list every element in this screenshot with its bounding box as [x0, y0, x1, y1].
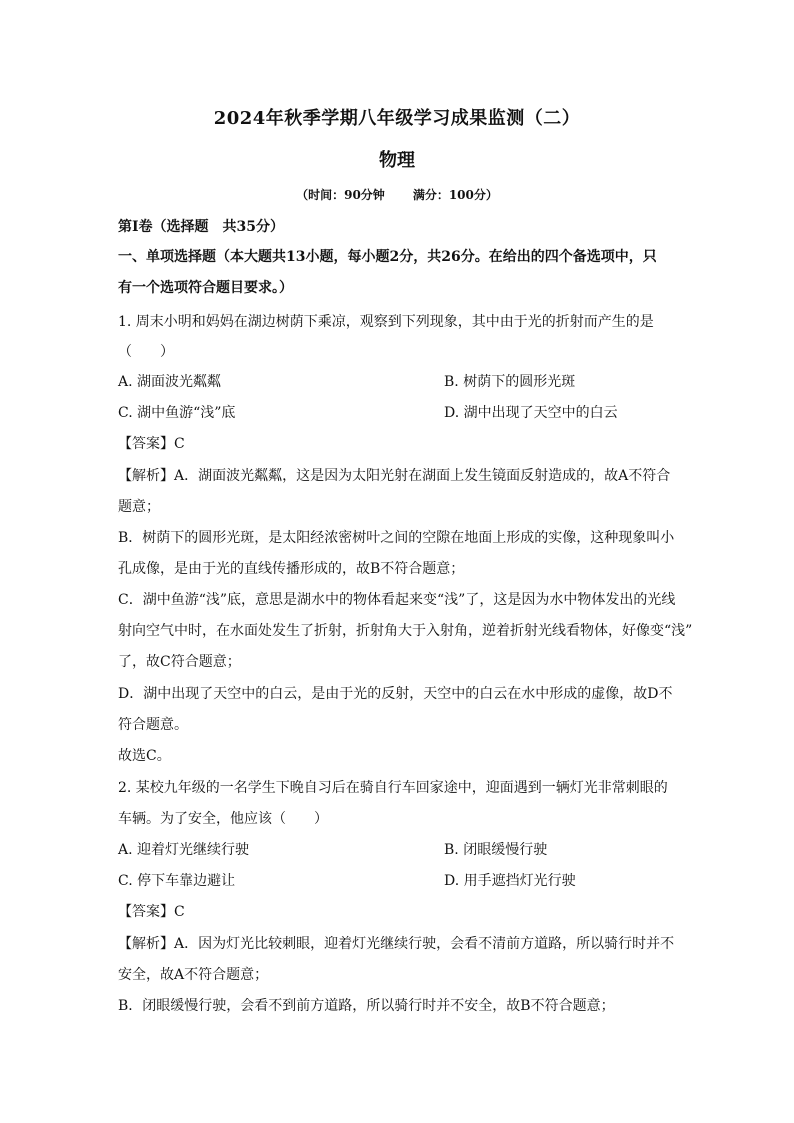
q2-stem-line-2: 车辆。为了安全，他应该（ ） — [118, 811, 328, 827]
q1-analysis-line: 题意； — [118, 499, 160, 515]
q2-answer: 【答案】C — [118, 904, 185, 920]
q1-analysis-line: 了，故C符合题意； — [118, 654, 241, 670]
q1-analysis-line: 符合题意。 — [118, 717, 188, 733]
q2-analysis-line: B．闭眼缓慢行驶，会看不到前方道路，所以骑行时并不安全，故B不符合题意； — [118, 998, 615, 1014]
q1-analysis-line: 孔成像，是由于光的直线传播形成的，故B不符合题意； — [118, 561, 465, 577]
q1-analysis-line: C．湖中鱼游“浅”底，意思是湖水中的物体看起来变“浅”了，这是因为水中物体发出的光线 — [118, 592, 676, 608]
q1-option-d: D. 湖中出现了天空中的白云 — [444, 405, 618, 421]
q2-option-b: B. 闭眼缓慢行驶 — [444, 842, 548, 858]
q1-analysis-line: D．湖中出现了天空中的白云，是由于光的反射，天空中的白云在水中形成的虚像，故D不 — [118, 686, 673, 702]
q2-option-d: D. 用手遮挡灯光行驶 — [444, 873, 576, 889]
q1-option-a: A. 湖面波光粼粼 — [118, 374, 222, 390]
q1-analysis-line: 【解析】A．湖面波光粼粼，这是因为太阳光射在湖面上发生镜面反射造成的，故A不符合 — [118, 468, 671, 484]
q2-option-c: C. 停下车靠边避让 — [118, 873, 236, 889]
q2-option-a: A. 迎着灯光继续行驶 — [118, 842, 250, 858]
score-info: 满分：100分） — [412, 188, 498, 202]
q1-conclusion: 故选C。 — [118, 748, 171, 764]
q1-option-c: C. 湖中鱼游“浅”底 — [118, 405, 236, 421]
q2-stem-line-1: 2. 某校九年级的一名学生下晚自习后在骑自行车回家途中，迎面遇到一辆灯光非常刺眼的 — [118, 780, 668, 796]
subject-title: 物理 — [379, 150, 415, 171]
volume-heading: 第Ⅰ卷（选择题 共35分） — [118, 219, 285, 235]
q2-analysis-line: 【解析】A．因为灯光比较刺眼，迎着灯光继续行驶，会看不清前方道路，所以骑行时并不 — [118, 936, 675, 952]
q1-stem-line-1: 1. 周末小明和妈妈在湖边树荫下乘凉，观察到下列现象，其中由于光的折射而产生的是 — [118, 314, 654, 330]
q1-option-b: B. 树荫下的圆形光斑 — [444, 374, 576, 390]
section-instructions-line-1: 一、单项选择题（本大题共13小题，每小题2分，共26分。在给出的四个备选项中，只 — [118, 249, 657, 265]
q1-analysis-line: B．树荫下的圆形光斑，是太阳经浓密树叶之间的空隙在地面上形成的实像，这种现象叫小 — [118, 530, 675, 546]
exam-info — [0, 186, 794, 203]
q1-answer: 【答案】C — [118, 436, 185, 452]
time-info: （时间：90分钟 — [296, 188, 385, 202]
q1-analysis-line: 射向空气中时，在水面处发生了折射，折射角大于入射角，逆着折射光线看物体，好像变“浅” — [118, 623, 693, 639]
section-instructions-line-2: 有一个选项符合题目要求。） — [118, 280, 293, 296]
q1-stem-line-2: （ ） — [118, 344, 174, 360]
exam-title: 2024年秋季学期八年级学习成果监测（二） — [213, 108, 581, 129]
q2-analysis-line: 安全，故A不符合题意； — [118, 967, 269, 983]
